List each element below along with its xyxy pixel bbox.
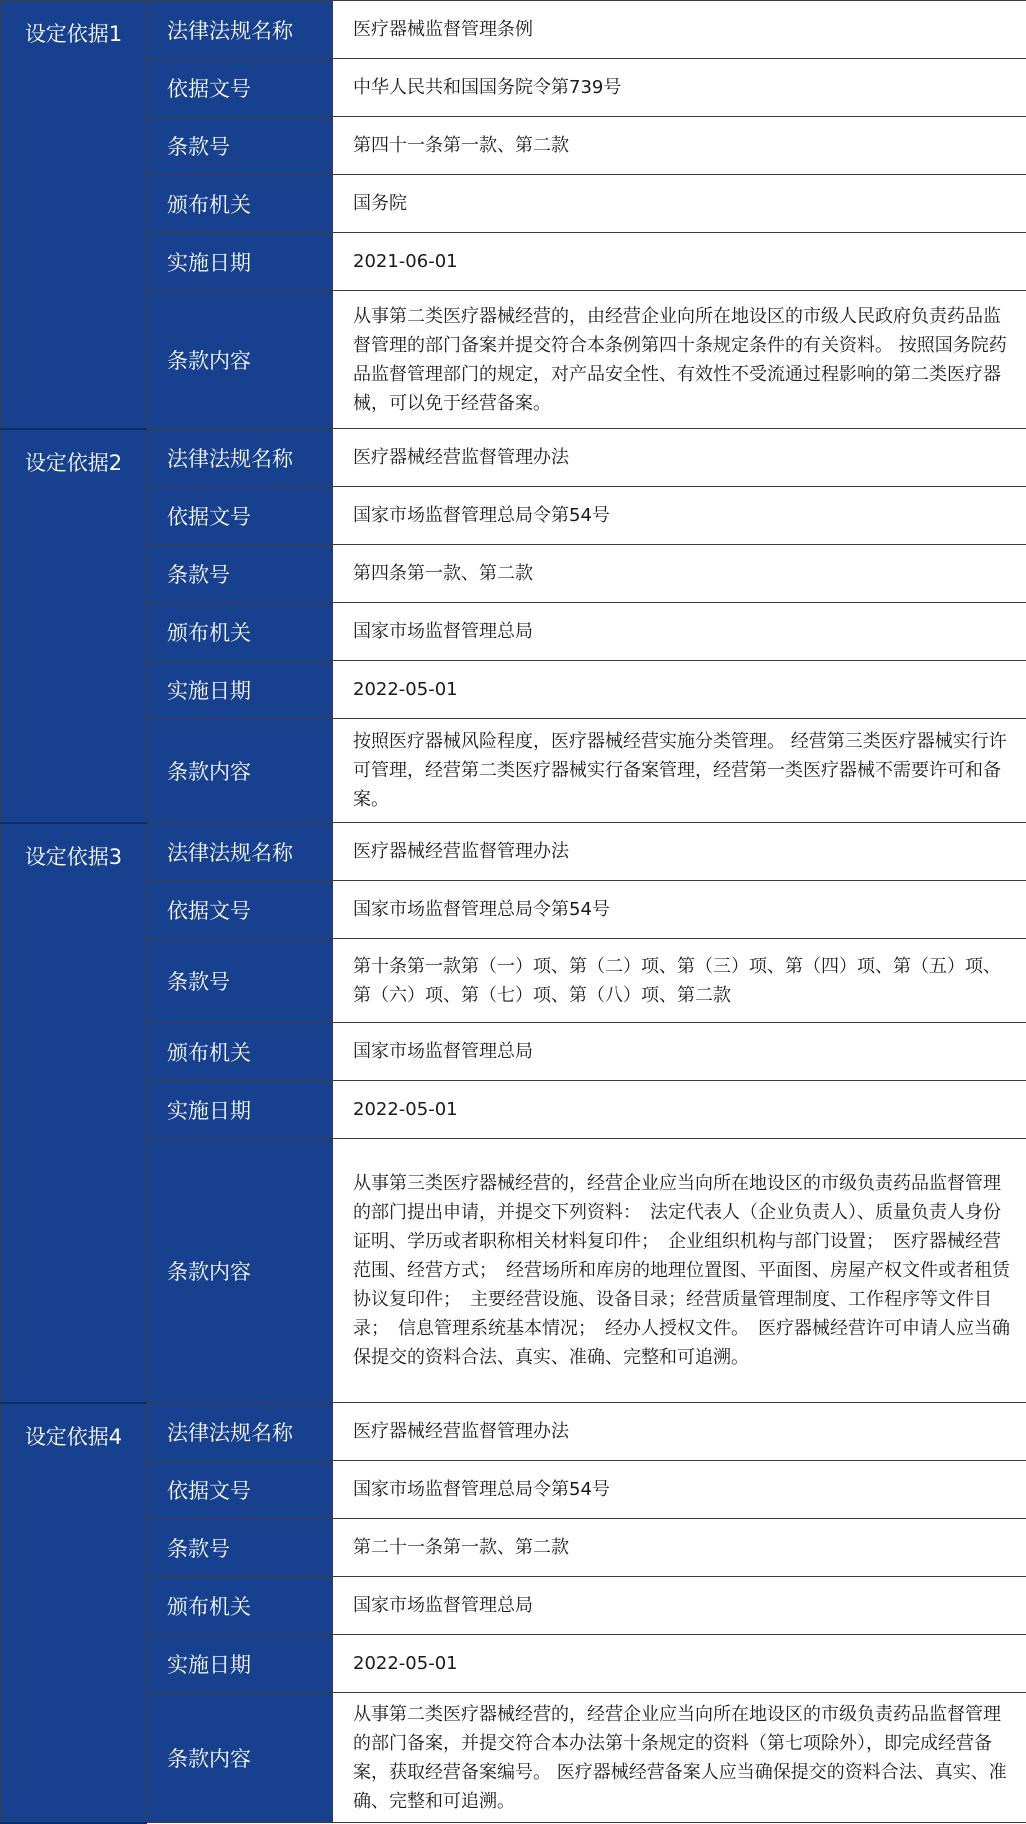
row-value: 2022-05-01 [333,661,1026,719]
row-value: 中华人民共和国国务院令第739号 [333,59,1026,117]
row-value: 国家市场监督管理总局令第54号 [333,487,1026,545]
table-row [1,1139,1026,1403]
group-title: 设定依据2 [1,429,147,823]
row-value: 2022-05-01 [333,1081,1026,1139]
row-value: 2022-05-01 [333,1635,1026,1693]
table-row [1,719,1026,823]
row-label: 依据文号 [147,881,333,939]
row-label: 颁布机关 [147,1023,333,1081]
row-label: 颁布机关 [147,1577,333,1635]
row-value: 国家市场监督管理总局 [333,1577,1026,1635]
row-value: 医疗器械经营监督管理办法 [333,1403,1026,1461]
row-value: 第二十一条第一款、第二款 [333,1519,1026,1577]
table-row [1,1461,1026,1519]
row-label: 依据文号 [147,59,333,117]
row-value: 第四十一条第一款、第二款 [333,117,1026,175]
table-row [1,291,1026,429]
table-row [1,881,1026,939]
row-value: 医疗器械经营监督管理办法 [333,429,1026,487]
row-label: 条款号 [147,1519,333,1577]
table-row [1,487,1026,545]
row-value: 医疗器械经营监督管理办法 [333,823,1026,881]
row-value: 国家市场监督管理总局 [333,1023,1026,1081]
row-label: 条款内容 [147,1139,333,1403]
row-label: 依据文号 [147,1461,333,1519]
table-row [1,545,1026,603]
row-label: 实施日期 [147,661,333,719]
table-row [1,233,1026,291]
row-value: 国家市场监督管理总局令第54号 [333,1461,1026,1519]
group-title: 设定依据4 [1,1403,147,1823]
table-row [1,175,1026,233]
row-value: 按照医疗器械风险程度，医疗器械经营实施分类管理。 经营第三类医疗器械实行许可管理，经营第二类医疗器械实行备案管理，经营第一类医疗器械不需要许可和备案。 [333,719,1026,823]
row-label: 颁布机关 [147,603,333,661]
row-value: 从事第二类医疗器械经营的，由经营企业向所在地设区的市级人民政府负责药品监督管理的部门备案并提交符合本条例第四十条规定条件的有关资料。 按照国务院药品监督管理部门的规定，对产品安全性、有效性不受流通过程影响的第二类医疗器械，可以免于经营备案。 [333,291,1026,429]
group-title: 设定依据3 [1,823,147,1403]
table-row [1,117,1026,175]
row-label: 实施日期 [147,1081,333,1139]
table-row [1,1519,1026,1577]
table-row [1,1403,1026,1461]
row-value: 医疗器械监督管理条例 [333,1,1026,59]
group-title: 设定依据1 [1,1,147,429]
row-value: 2021-06-01 [333,233,1026,291]
table-row [1,1693,1026,1823]
row-label: 条款号 [147,545,333,603]
table-row [1,59,1026,117]
row-value: 第四条第一款、第二款 [333,545,1026,603]
row-label: 条款内容 [147,719,333,823]
row-label: 条款内容 [147,291,333,429]
row-value: 从事第二类医疗器械经营的，经营企业应当向所在地设区的市级负责药品监督管理的部门备案，并提交符合本办法第十条规定的资料（第七项除外），即完成经营备案，获取经营备案编号。 医疗器械经营备案人应当确保提交的资料合法、真实、准确、完整和可追溯。 [333,1693,1026,1823]
row-value: 国家市场监督管理总局令第54号 [333,881,1026,939]
table-row [1,1023,1026,1081]
table-row [1,1,1026,59]
table-row [1,823,1026,881]
row-label: 法律法规名称 [147,1,333,59]
row-label: 实施日期 [147,233,333,291]
row-label: 实施日期 [147,1635,333,1693]
table-row [1,429,1026,487]
table-row [1,1081,1026,1139]
row-label: 法律法规名称 [147,1403,333,1461]
table-row [1,1577,1026,1635]
row-value: 第十条第一款第（一）项、第（二）项、第（三）项、第（四）项、第（五）项、第（六）项、第（七）项、第（八）项、第二款 [333,939,1026,1023]
row-label: 法律法规名称 [147,429,333,487]
row-value: 国务院 [333,175,1026,233]
table-row [1,939,1026,1023]
row-label: 颁布机关 [147,175,333,233]
row-label: 条款号 [147,939,333,1023]
row-label: 条款内容 [147,1693,333,1823]
table-row [1,1635,1026,1693]
table-row [1,661,1026,719]
row-label: 法律法规名称 [147,823,333,881]
row-label: 条款号 [147,117,333,175]
row-value: 从事第三类医疗器械经营的，经营企业应当向所在地设区的市级负责药品监督管理的部门提出申请，并提交下列资料： 法定代表人（企业负责人）、质量负责人身份证明、学历或者职称相关材料复印件； 企业组织机构与部门设置； 医疗器械经营范围、经营方式； 经营场所和库房的地理位置图、平面图、房屋产权文件或者租赁协议复印件； 主要经营设施、设备目录；经营质量管理制度、工作程序等文件目录； 信息管理系统基本情况； 经办人授权文件。 医疗器械经营许可申请人应当确保提交的资料合法、真实、准确、完整和可追溯。 [333,1139,1026,1403]
row-value: 国家市场监督管理总局 [333,603,1026,661]
row-label: 依据文号 [147,487,333,545]
table-row [1,603,1026,661]
